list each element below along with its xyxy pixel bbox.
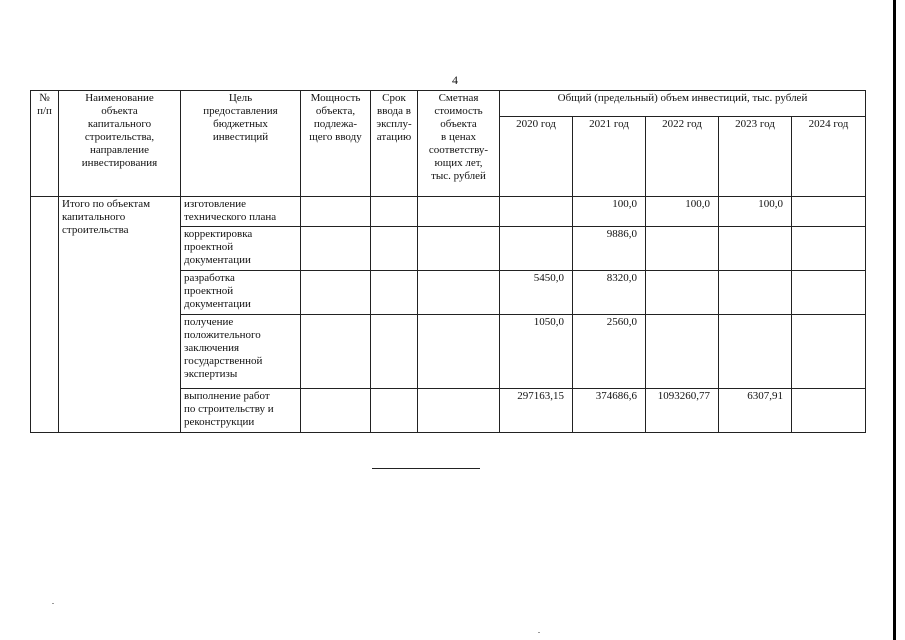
value-cell: [719, 227, 792, 271]
header-year: 2023 год: [719, 117, 792, 197]
header-year: 2021 год: [573, 117, 646, 197]
value-cell: 9886,0: [573, 227, 646, 271]
capacity-cell: [301, 227, 371, 271]
value-cell: [719, 271, 792, 315]
capacity-cell: [301, 271, 371, 315]
cost-cell: [418, 227, 500, 271]
purpose-cell: корректировка проектной документации: [181, 227, 301, 271]
value-cell: 8320,0: [573, 271, 646, 315]
value-cell: 100,0: [573, 197, 646, 227]
capacity-cell: [301, 389, 371, 433]
value-cell: 100,0: [719, 197, 792, 227]
capacity-cell: [301, 197, 371, 227]
scan-speck: [538, 632, 540, 633]
term-cell: [371, 389, 418, 433]
cost-cell: [418, 389, 500, 433]
term-cell: [371, 271, 418, 315]
value-cell: 100,0: [646, 197, 719, 227]
value-cell: [792, 389, 866, 433]
scan-speck: [52, 603, 54, 604]
purpose-cell: изготовление технического плана: [181, 197, 301, 227]
scan-edge-bar: [893, 0, 896, 640]
purpose-cell: получение положительного заключения государственной экспертизы: [181, 315, 301, 389]
header-name: Наименование объекта капитального строительства, направление инвестирования: [59, 91, 181, 197]
header-capacity: Мощность объекта, подлежа- щего вводу: [301, 91, 371, 197]
page-number: 4: [452, 73, 458, 87]
value-cell: 2560,0: [573, 315, 646, 389]
value-cell: 374686,6: [573, 389, 646, 433]
header-num: № п/п: [31, 91, 59, 197]
row-num-cell: [31, 197, 59, 433]
separator-line: [372, 468, 480, 469]
cost-cell: [418, 197, 500, 227]
value-cell: [719, 315, 792, 389]
purpose-cell: разработка проектной документации: [181, 271, 301, 315]
value-cell: [646, 315, 719, 389]
value-cell: [646, 271, 719, 315]
capacity-cell: [301, 315, 371, 389]
value-cell: [792, 271, 866, 315]
header-total: Общий (предельный) объем инвестиций, тыс. рублей: [500, 91, 866, 117]
header-year: 2022 год: [646, 117, 719, 197]
value-cell: 1093260,77: [646, 389, 719, 433]
group-name-cell: Итого по объектам капитального строительства: [59, 197, 181, 433]
value-cell: 6307,91: [719, 389, 792, 433]
cost-cell: [418, 315, 500, 389]
value-cell: 1050,0: [500, 315, 573, 389]
term-cell: [371, 227, 418, 271]
value-cell: [500, 227, 573, 271]
value-cell: 5450,0: [500, 271, 573, 315]
header-cost: Сметная стоимость объекта в ценах соответству- ющих лет, тыс. рублей: [418, 91, 500, 197]
value-cell: [646, 227, 719, 271]
header-year: 2020 год: [500, 117, 573, 197]
table-row: [31, 197, 866, 227]
value-cell: [792, 227, 866, 271]
term-cell: [371, 197, 418, 227]
value-cell: [500, 197, 573, 227]
value-cell: [792, 315, 866, 389]
purpose-cell: выполнение работ по строительству и реконструкции: [181, 389, 301, 433]
cost-cell: [418, 271, 500, 315]
value-cell: 297163,15: [500, 389, 573, 433]
value-cell: [792, 197, 866, 227]
header-term: Срок ввода в эксплу- атацию: [371, 91, 418, 197]
investment-table: [30, 90, 866, 433]
term-cell: [371, 315, 418, 389]
header-year: 2024 год: [792, 117, 866, 197]
header-purpose: Цель предоставления бюджетных инвестиций: [181, 91, 301, 197]
